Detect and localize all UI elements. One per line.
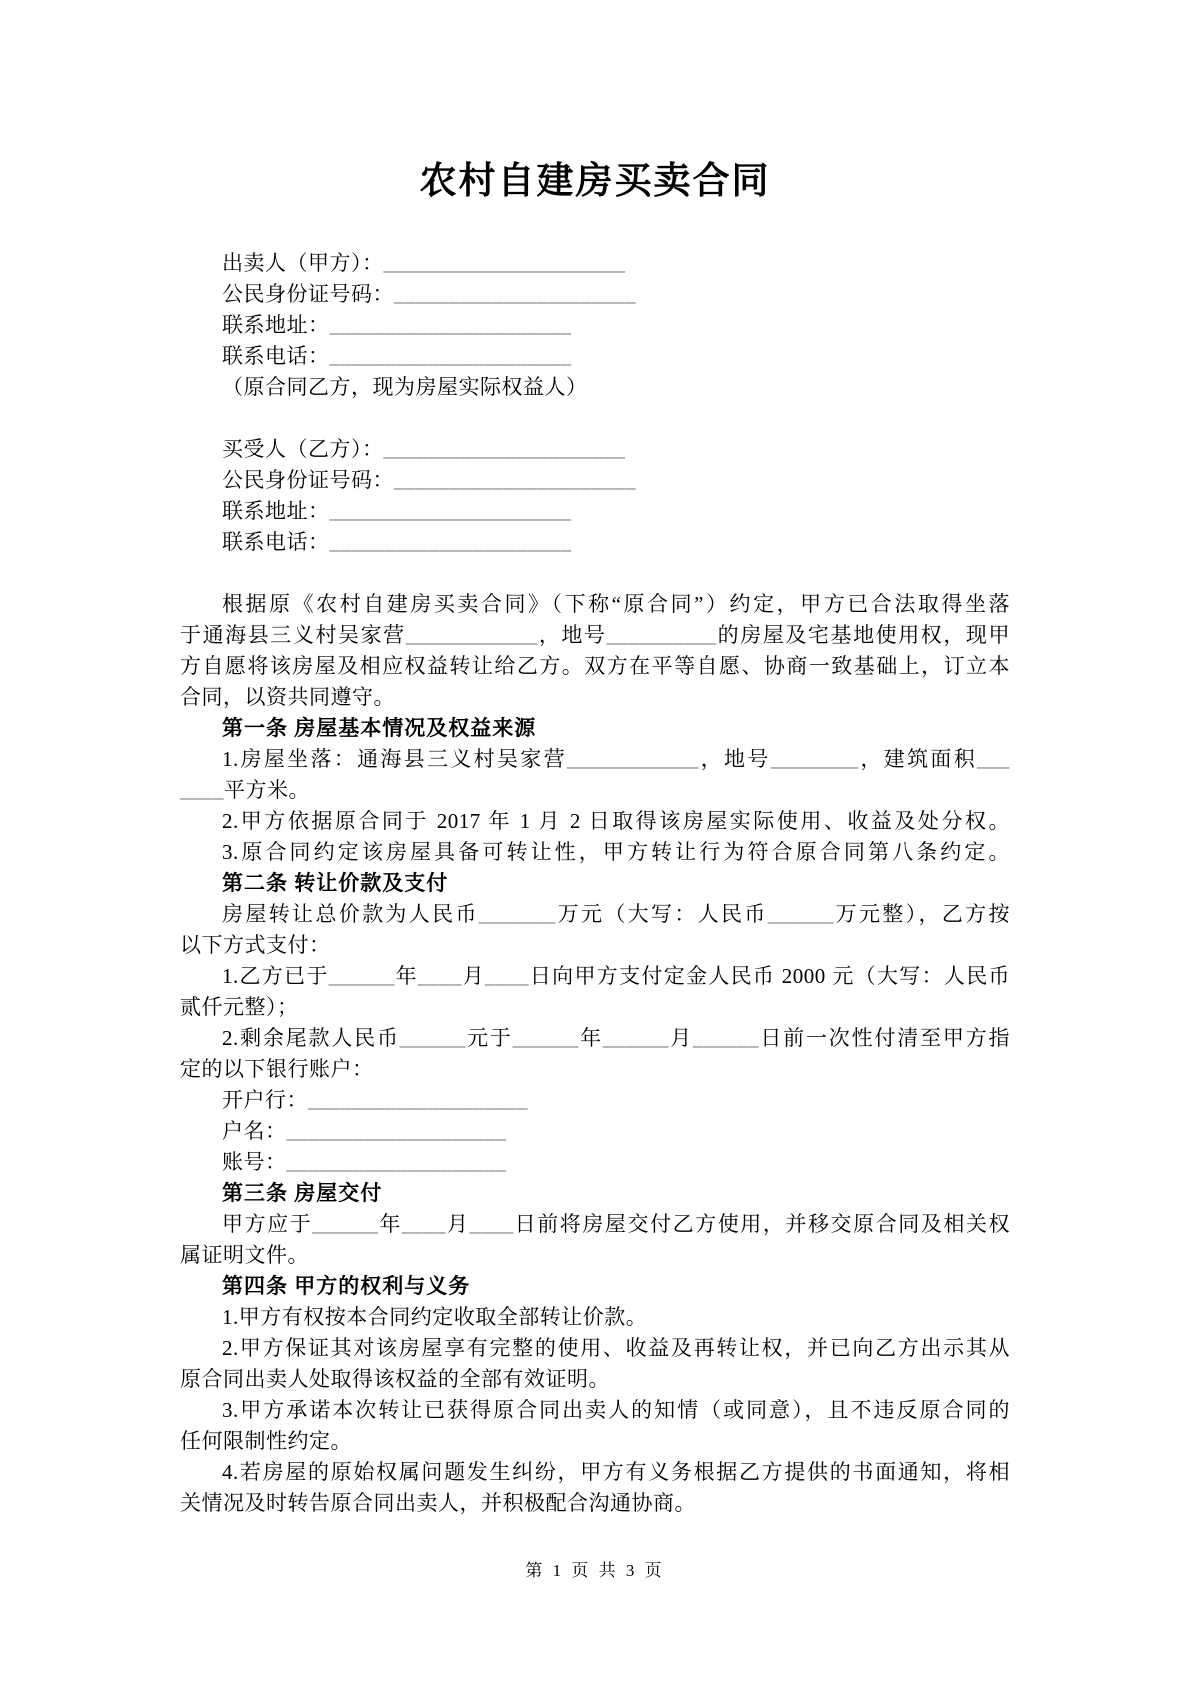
text-line: 户名：____________________: [222, 1119, 507, 1143]
page-number: 第 1 页 共 3 页: [525, 1561, 665, 1580]
fill-in-blank: ____________: [405, 623, 538, 647]
text-line: 联系电话：______________________: [222, 530, 572, 554]
fill-in-blank: __________: [606, 623, 717, 647]
section-heading: 第四条 甲方的权利与义务: [222, 1274, 471, 1298]
text-line: 属证明文件。: [180, 1243, 309, 1267]
fill-in-blank: ___: [977, 747, 1011, 771]
fill-in-blank: ______________________: [329, 530, 572, 554]
text-line: （原合同乙方，现为房屋实际权益人）: [222, 375, 588, 399]
fill-in-blank: ____________________: [308, 1088, 528, 1112]
text-line: 定的以下银行账户：: [180, 1057, 374, 1081]
text-line: 联系电话：______________________: [222, 344, 572, 368]
blank-line: [180, 403, 1010, 434]
text-line: 公民身份证号码：______________________: [222, 282, 636, 306]
text-line: 1.甲方有权按本合同约定收取全部转让价款。: [222, 1305, 648, 1329]
text-line: 任何限制性约定。: [180, 1429, 352, 1453]
document-title: 农村自建房买卖合同: [419, 161, 771, 202]
fill-in-blank: ______________________: [394, 468, 636, 492]
text-line: 联系地址：______________________: [222, 313, 572, 337]
fill-in-blank: ______: [693, 1026, 760, 1050]
fill-in-blank: ____________: [566, 747, 699, 771]
section-heading: 第三条 房屋交付: [222, 1181, 383, 1205]
text-line: 4.若房屋的原始权属问题发生纠纷，甲方有义务根据乙方提供的书面通知，将相: [222, 1460, 1010, 1484]
fill-in-blank: ____: [469, 1212, 514, 1236]
fill-in-blank: ______________________: [383, 437, 626, 461]
text-line: 房屋转让总价款为人民币_______万元（大写：人民币______万元整），乙方按: [222, 902, 1011, 926]
document-content: [180, 158, 1010, 1519]
text-line: 联系地址：______________________: [222, 499, 572, 523]
fill-in-blank: ____: [417, 964, 462, 988]
fill-in-blank: ______________________: [329, 499, 572, 523]
text-line: 根据原《农村自建房买卖合同》（下称“原合同”）约定，甲方已合法取得坐落: [222, 592, 1010, 616]
section-heading: 第一条 房屋基本情况及权益来源: [222, 716, 537, 740]
text-line: 原合同出卖人处取得该权益的全部有效证明。: [180, 1367, 610, 1391]
fill-in-blank: ____: [485, 964, 530, 988]
text-line: 1.房屋坐落：通海县三义村吴家营____________，地号________，建筑面积___: [222, 747, 1011, 771]
text-line: 出卖人（甲方）：______________________: [222, 251, 626, 275]
text-line: 公民身份证号码：______________________: [222, 468, 636, 492]
fill-in-blank: ______: [767, 902, 834, 926]
text-line: 2.甲方保证其对该房屋享有完整的使用、收益及再转让权，并已向乙方出示其从: [222, 1336, 1010, 1360]
text-line: 方自愿将该房屋及相应权益转让给乙方。双方在平等自愿、协商一致基础上，订立本: [180, 654, 1010, 678]
text-line: 合同，以资共同遵守。: [180, 685, 395, 709]
fill-in-blank: ________: [770, 747, 859, 771]
fill-in-blank: ______: [602, 1026, 669, 1050]
text-line: 以下方式支付：: [180, 933, 331, 957]
fill-in-blank: ______________________: [329, 313, 572, 337]
fill-in-blank: ______: [312, 1212, 379, 1236]
fill-in-blank: ____: [180, 778, 224, 802]
text-line: 买受人（乙方）：______________________: [222, 437, 626, 461]
text-line: 关情况及时转告原合同出卖人，并积极配合沟通协商。: [180, 1491, 696, 1515]
fill-in-blank: _______: [478, 902, 556, 926]
fill-in-blank: ______: [328, 964, 395, 988]
text-line: 账号：____________________: [222, 1150, 507, 1174]
fill-in-blank: ______: [399, 1026, 466, 1050]
document-body: [180, 248, 1010, 1519]
text-line: 于通海县三义村吴家营____________，地号__________的房屋及宅基地使用权，现甲: [180, 623, 1011, 647]
text-line: 开户行：____________________: [222, 1088, 528, 1112]
section-heading: 第二条 转让价款及支付: [222, 871, 449, 895]
fill-in-blank: ____: [401, 1212, 446, 1236]
blank-line: [180, 558, 1010, 589]
text-line: 1.乙方已于______年____月____日向甲方支付定金人民币 2000 元（大写：人民币: [222, 964, 1011, 988]
text-line: 2.甲方依据原合同于 2017 年 1 月 2 日取得该房屋实际使用、收益及处分权。: [222, 809, 1010, 833]
text-line: 贰仟元整）；: [180, 995, 299, 1019]
fill-in-blank: ______: [512, 1026, 579, 1050]
fill-in-blank: ______________________: [383, 251, 626, 275]
text-line: 甲方应于______年____月____日前将房屋交付乙方使用，并移交原合同及相关权: [222, 1212, 1011, 1236]
text-line: 3.甲方承诺本次转让已获得原合同出卖人的知情（或同意），且不违反原合同的: [222, 1398, 1010, 1422]
fill-in-blank: ____________________: [286, 1119, 507, 1143]
fill-in-blank: ______________________: [329, 344, 572, 368]
text-line: ____平方米。: [180, 778, 310, 802]
fill-in-blank: ____________________: [286, 1150, 507, 1174]
text-line: 3.原合同约定该房屋具备可转让性，甲方转让行为符合原合同第八条约定。: [222, 840, 1010, 864]
fill-in-blank: ______________________: [394, 282, 636, 306]
text-line: 2.剩余尾款人民币______元于______年______月______日前一次性付清至甲方指: [222, 1026, 1011, 1050]
